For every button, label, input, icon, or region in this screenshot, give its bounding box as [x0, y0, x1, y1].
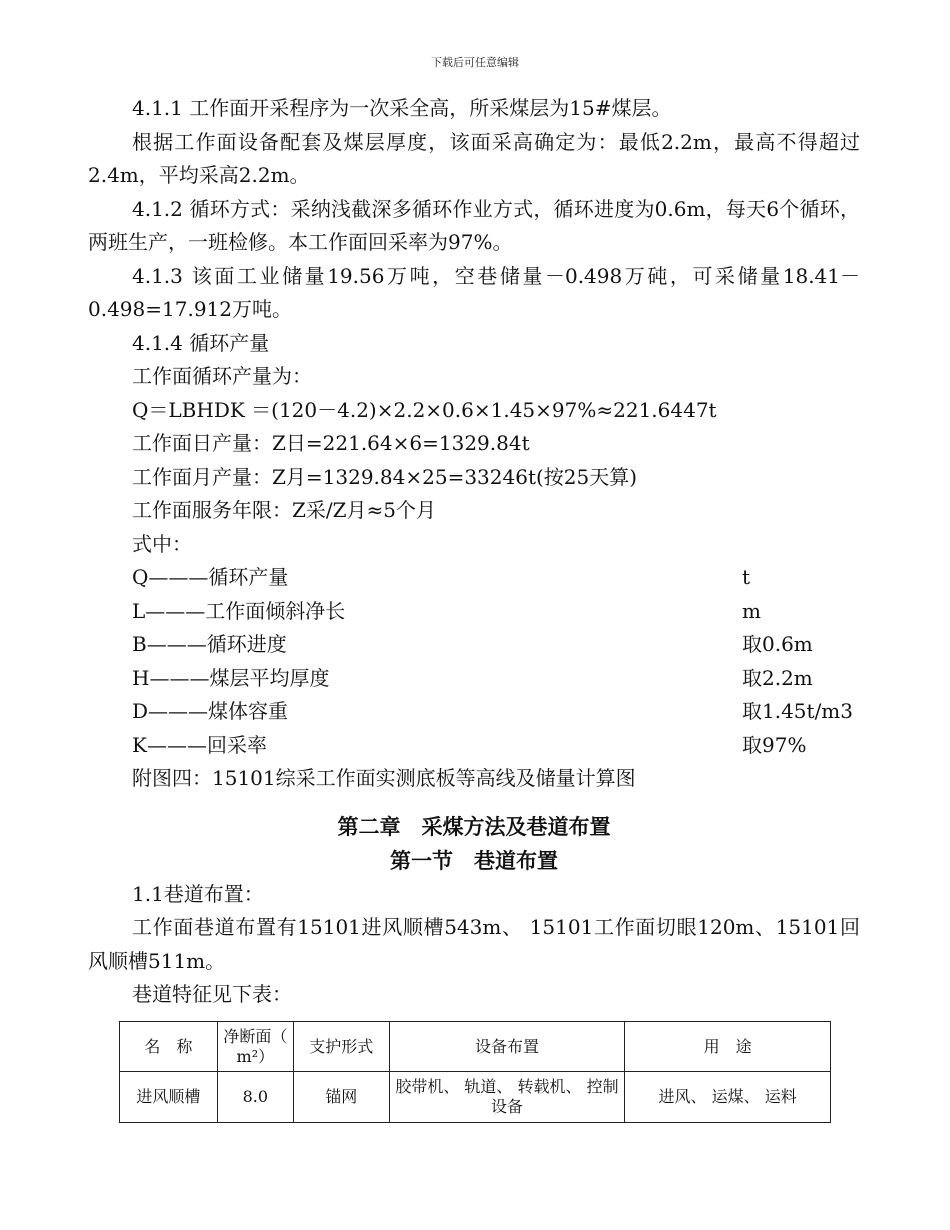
definition-unit: 取1.45t/m3	[742, 699, 853, 723]
table-header-cell: 名 称	[120, 1022, 218, 1072]
definition-unit: m	[742, 598, 761, 623]
table-header-cell: 支护形式	[293, 1022, 389, 1072]
definition-row	[88, 662, 860, 696]
table-header-cell: 净断面（ m²）	[217, 1022, 293, 1072]
definition-row	[88, 595, 860, 629]
definition-row	[88, 695, 860, 729]
section-title: 第一节 巷道布置	[390, 848, 558, 873]
definition-unit: 取97%	[742, 732, 807, 757]
definition-term: D———煤体容重	[132, 699, 289, 723]
paragraph-mining-height: 根据工作面设备配套及煤层厚度，该面采高确定为：最低2.2m，最高不得超过2.4m，平均采高2.2m。	[88, 129, 860, 187]
definition-term: Q———循环产量	[132, 565, 289, 589]
definition-term: K———回采率	[132, 732, 267, 757]
formula-monthly-output: 工作面月产量：Z月=1329.84×25=33246t(按25天算)	[132, 464, 638, 489]
table-header-row	[120, 1022, 831, 1072]
paragraph-4-1-2: 4.1.2 循环方式：采纳浅截深多循环作业方式，循环进度为0.6m，每天6个循环，两班生产，一班检修。本工作面回采率为97%。	[88, 196, 860, 254]
paragraph-1-1: 1.1巷道布置：	[132, 881, 264, 906]
page-header: 下载后可任意编辑	[431, 56, 519, 69]
formula-cycle-output: Q＝LBHDK ＝(120－4.2)×2.2×0.6×1.45×97%≈221.6447t	[132, 397, 717, 422]
definition-term: B———循环进度	[132, 632, 287, 656]
paragraph-4-1-4: 4.1.4 循环产量	[132, 330, 270, 355]
chapter-title: 第二章 采煤方法及巷道布置	[337, 814, 611, 839]
definition-term: L———工作面倾斜净长	[132, 598, 346, 623]
table-cell: 8.0	[217, 1072, 293, 1123]
table-cell: 进风顺槽	[120, 1072, 218, 1123]
figure-reference: 附图四：15101综采工作面实测底板等高线及储量计算图	[132, 766, 636, 790]
paragraph-where: 式中：	[132, 531, 192, 556]
definition-unit: 取0.6m	[742, 632, 813, 656]
paragraph-cycle-output-label: 工作面循环产量为：	[132, 364, 312, 388]
table-header-cell: 设备布置	[389, 1022, 625, 1072]
definition-unit: 取2.2m	[742, 665, 813, 690]
table-header-cell: 用 途	[625, 1022, 831, 1072]
definition-row	[88, 561, 860, 595]
formula-service-life: 工作面服务年限：Z采/Z月≈5个月	[132, 498, 437, 522]
paragraph-4-1-1: 4.1.1 工作面开采程序为一次采全高，所采煤层为15#煤层。	[132, 96, 672, 120]
definition-row	[88, 729, 860, 763]
table-cell: 锚网	[293, 1072, 389, 1123]
paragraph-roadway-layout: 工作面巷道布置有15101进风顺槽543m、 15101工作面切眼120m、15101回风顺槽511m。	[88, 915, 860, 973]
table-cell: 胶带机、 轨道、 转载机、 控制设备	[389, 1072, 625, 1123]
table-row	[120, 1072, 831, 1123]
definition-row	[88, 628, 860, 662]
definition-term: H———煤层平均厚度	[132, 665, 330, 690]
roadway-table	[119, 1021, 831, 1123]
formula-daily-output: 工作面日产量：Z日=221.64×6=1329.84t	[132, 431, 530, 455]
paragraph-4-1-3: 4.1.3 该面工业储量19.56万吨，空巷储量－0.498万砘，可采储量18.41－0.498=17.912万吨。	[88, 263, 860, 321]
document-body	[88, 92, 860, 1012]
paragraph-table-intro: 巷道特征见下表：	[132, 982, 292, 1006]
definition-unit: t	[742, 565, 751, 589]
table-cell: 进风、 运煤、 运料	[625, 1072, 831, 1123]
